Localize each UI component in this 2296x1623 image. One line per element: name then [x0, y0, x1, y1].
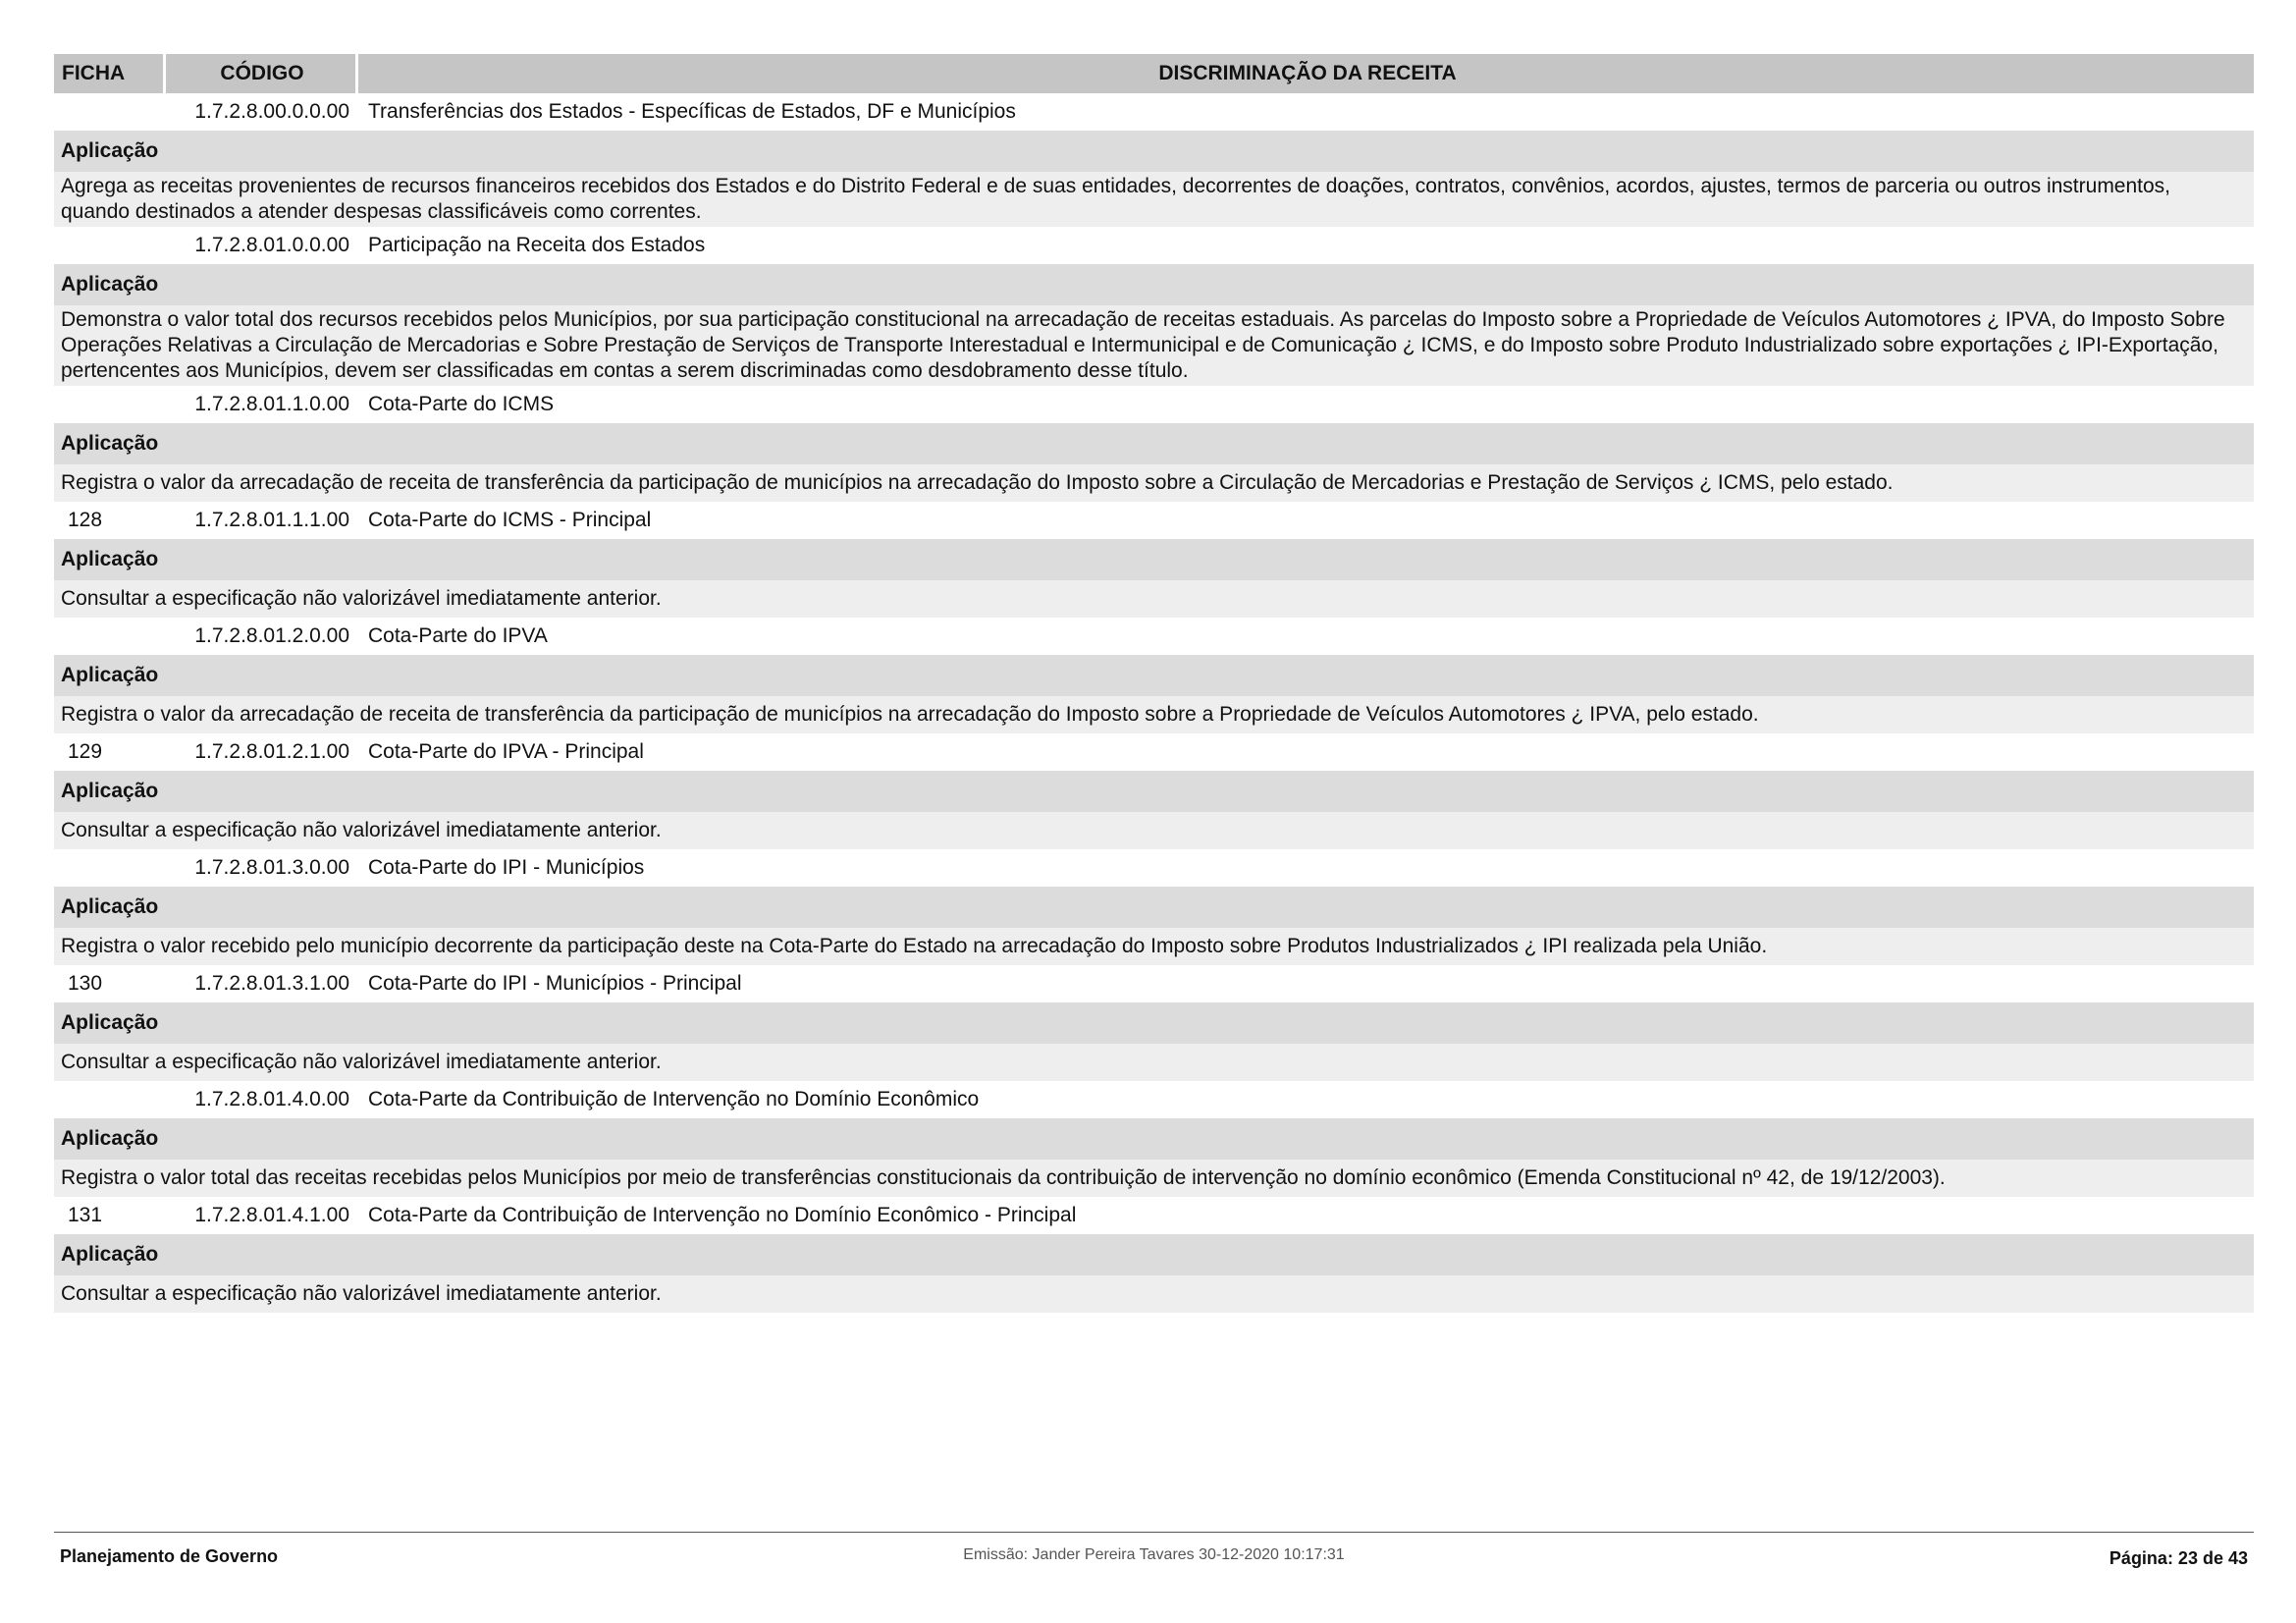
codigo-cell: 1.7.2.8.01.3.0.00 [194, 856, 349, 879]
aplicacao-text: Consultar a especificação não valorizável imediatamente anterior. [54, 580, 2254, 618]
revenue-table [54, 54, 2254, 1313]
header-discriminacao: DISCRIMINAÇÃO DA RECEITA [1158, 62, 1457, 84]
aplicacao-text: Agrega as receitas provenientes de recursos financeiros recebidos dos Estados e do Distrito Federal e de suas entidades, decorrentes de doações, contratos, convênios, acordos, ajustes, termos de parceria ou outros instrumentos, quando destinados a atender despesas classificáveis como correntes. [54, 172, 2254, 227]
descricao-cell: Cota-Parte do IPI - Municípios [368, 856, 645, 879]
descricao-cell: Cota-Parte do IPVA - Principal [368, 740, 644, 763]
codigo-cell: 1.7.2.8.01.4.1.00 [194, 1204, 349, 1226]
aplicacao-text: Registra o valor total das receitas recebidas pelos Municípios por meio de transferências constitucionais da contribuição de intervenção no domínio econômico (Emenda Constitucional nº 42, de 19/12/2003). [54, 1160, 2254, 1197]
aplicacao-heading: Aplicação [54, 423, 2254, 464]
revenue-entry [54, 1197, 2254, 1313]
descricao-cell: Cota-Parte do ICMS - Principal [368, 509, 652, 531]
aplicacao-heading: Aplicação [54, 1234, 2254, 1275]
page-footer [54, 1532, 2254, 1568]
descricao-cell: Cota-Parte da Contribuição de Intervenção no Domínio Econômico [368, 1088, 980, 1110]
codigo-cell: 1.7.2.8.00.0.0.00 [194, 100, 349, 123]
revenue-entry [54, 502, 2254, 618]
aplicacao-text: Demonstra o valor total dos recursos recebidos pelos Municípios, por sua participação constitucional na arrecadação de receitas estaduais. As parcelas do Imposto sobre a Propriedade de Veículos Automotores ¿ IPVA, do Imposto Sobre Operações Relativas a Circulação de Mercadorias e Sobre Prestação de Serviços de Transporte Interestadual e Intermunicipal e de Comunicação ¿ ICMS, e do Imposto sobre Produto Industrializado sobre exportações ¿ IPI-Exportação, pertencentes aos Municípios, devem ser classificadas em contas a serem discriminadas como desdobramento desse título. [54, 305, 2254, 386]
codigo-cell: 1.7.2.8.01.2.0.00 [194, 624, 349, 647]
aplicacao-text: Registra o valor da arrecadação de receita de transferência da participação de municípios na arrecadação do Imposto sobre a Circulação de Mercadorias e Prestação de Serviços ¿ ICMS, pelo estado. [54, 464, 2254, 502]
aplicacao-heading: Aplicação [54, 539, 2254, 580]
code-row [54, 502, 2254, 539]
footer-emission: Emissão: Jander Pereira Tavares 30-12-2020 10:17:31 [963, 1546, 1345, 1563]
descricao-cell: Cota-Parte do IPVA [368, 624, 548, 647]
codigo-cell: 1.7.2.8.01.3.1.00 [194, 972, 349, 995]
header-ficha: FICHA [62, 62, 126, 84]
codigo-cell: 1.7.2.8.01.2.1.00 [194, 740, 349, 763]
code-row [54, 965, 2254, 1002]
aplicacao-heading: Aplicação [54, 1002, 2254, 1044]
aplicacao-heading: Aplicação [54, 887, 2254, 928]
aplicacao-text: Registra o valor recebido pelo município decorrente da participação deste na Cota-Parte do Estado na arrecadação do Imposto sobre Produtos Industrializados ¿ IPI realizada pela União. [54, 928, 2254, 965]
ficha-cell: 130 [68, 972, 103, 995]
footer-page-number: Página: 23 de 43 [2109, 1548, 2248, 1568]
code-row [54, 93, 2254, 131]
revenue-entry [54, 733, 2254, 849]
codigo-cell: 1.7.2.8.01.1.1.00 [194, 509, 349, 531]
revenue-entry [54, 849, 2254, 965]
code-row [54, 849, 2254, 887]
descricao-cell: Cota-Parte do IPI - Municípios - Principal [368, 972, 742, 995]
aplicacao-heading: Aplicação [54, 771, 2254, 812]
aplicacao-text: Consultar a especificação não valorizável imediatamente anterior. [54, 1275, 2254, 1313]
entries-list [54, 93, 2254, 1313]
code-row [54, 618, 2254, 655]
revenue-entry [54, 227, 2254, 386]
aplicacao-text: Registra o valor da arrecadação de receita de transferência da participação de municípios na arrecadação do Imposto sobre a Propriedade de Veículos Automotores ¿ IPVA, pelo estado. [54, 696, 2254, 733]
aplicacao-heading: Aplicação [54, 264, 2254, 305]
aplicacao-text: Consultar a especificação não valorizável imediatamente anterior. [54, 812, 2254, 849]
revenue-entry [54, 618, 2254, 733]
ficha-cell: 131 [68, 1204, 103, 1226]
code-row [54, 733, 2254, 771]
aplicacao-text: Consultar a especificação não valorizável imediatamente anterior. [54, 1044, 2254, 1081]
code-row [54, 386, 2254, 423]
code-row [54, 1081, 2254, 1118]
aplicacao-heading: Aplicação [54, 1118, 2254, 1160]
codigo-cell: 1.7.2.8.01.4.0.00 [194, 1088, 349, 1110]
ficha-cell: 129 [68, 740, 103, 763]
code-row [54, 1197, 2254, 1234]
revenue-entry [54, 93, 2254, 227]
footer-org: Planejamento de Governo [60, 1546, 279, 1566]
revenue-entry [54, 965, 2254, 1081]
descricao-cell: Participação na Receita dos Estados [368, 234, 706, 256]
codigo-cell: 1.7.2.8.01.0.0.00 [194, 234, 349, 256]
descricao-cell: Cota-Parte do ICMS [368, 393, 555, 415]
table-header [54, 54, 2254, 93]
revenue-entry [54, 1081, 2254, 1197]
revenue-entry [54, 386, 2254, 502]
ficha-cell: 128 [68, 509, 103, 531]
descricao-cell: Cota-Parte da Contribuição de Intervenção no Domínio Econômico - Principal [368, 1204, 1077, 1226]
descricao-cell: Transferências dos Estados - Específicas de Estados, DF e Municípios [368, 100, 1016, 123]
codigo-cell: 1.7.2.8.01.1.0.00 [194, 393, 349, 415]
aplicacao-heading: Aplicação [54, 131, 2254, 172]
code-row [54, 227, 2254, 264]
header-codigo: CÓDIGO [220, 62, 304, 84]
aplicacao-heading: Aplicação [54, 655, 2254, 696]
